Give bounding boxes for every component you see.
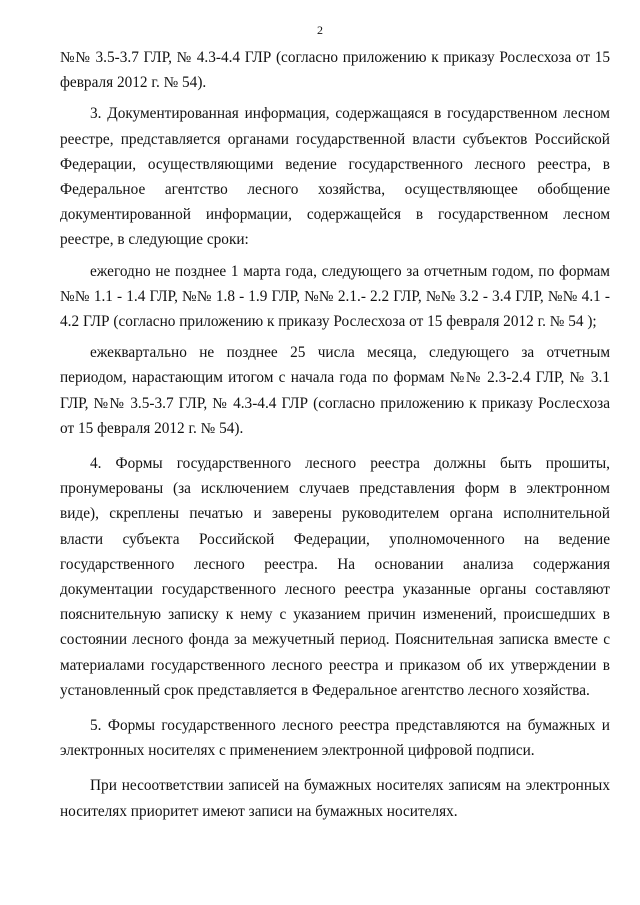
paragraph-annual-deadline: ежегодно не позднее 1 марта года, следующего за отчетным годом, по формам №№ 1.1 - 1.4 ГЛР, №№ 1.8 - 1.9 ГЛР, №№ 2.1.- 2.2 ГЛР, №№ 3.2 - 3.4 ГЛР, №№ 4.1 - 4.2 ГЛР (согласно приложению к приказу Рослесхоза от 15 февраля 2012 г. № 54 ); bbox=[60, 262, 610, 331]
paragraph-continuation: №№ 3.5-3.7 ГЛР, № 4.3-4.4 ГЛР (согласно приложению к приказу Рослесхоза от 15 февраля 2012 г. № 54). bbox=[60, 49, 610, 92]
paragraph-quarterly-deadline: ежеквартально не позднее 25 числа месяца, следующего за отчетным периодом, нарастающим итогом с начала года по формам №№ 2.3-2.4 ГЛР, № 3.1 ГЛР, №№ 3.5-3.7 ГЛР, № 4.3-4.4 ГЛР (согласно приложению к приказу Рослесхоза от 15 февраля 2012 г. № 54). bbox=[60, 344, 610, 437]
document-body bbox=[60, 45, 610, 824]
page-number: 2 bbox=[317, 23, 323, 37]
paragraph-5: 5. Формы государственного лесного реестра представляются на бумажных и электронных носителях с применением электронной цифровой подписи. bbox=[60, 717, 610, 760]
paragraph-3: 3. Документированная информация, содержащаяся в государственном лесном реестре, представляется органами государственной власти субъектов Российской Федерации, осуществляющими ведение государственного лесного реестра, в Федеральное агентство лесного хозяйства, осуществляющее обобщение документированной информации, содержащейся в государственном лесном реестре, в следующие сроки: bbox=[60, 105, 610, 249]
paragraph-priority: При несоответствии записей на бумажных носителях записям на электронных носителях приоритет имеют записи на бумажных носителях. bbox=[60, 777, 610, 820]
paragraph-4: 4. Формы государственного лесного реестра должны быть прошиты, пронумерованы (за исключением случаев представления форм в электронном виде), скреплены печатью и заверены руководителем органа исполнительной власти субъекта Российской Федерации, уполномоченного на ведение государственного лесного реестра. На основании анализа содержания документации государственного лесного реестра указанные органы составляют пояснительную записку к нему с указанием причин изменений, происшедших в состоянии лесного фонда за межучетный период. Пояснительная записка вместе с материалами государственного лесного реестра и приказом об их утверждении в установленный срок представляется в Федеральное агентство лесного хозяйства. bbox=[60, 455, 610, 699]
